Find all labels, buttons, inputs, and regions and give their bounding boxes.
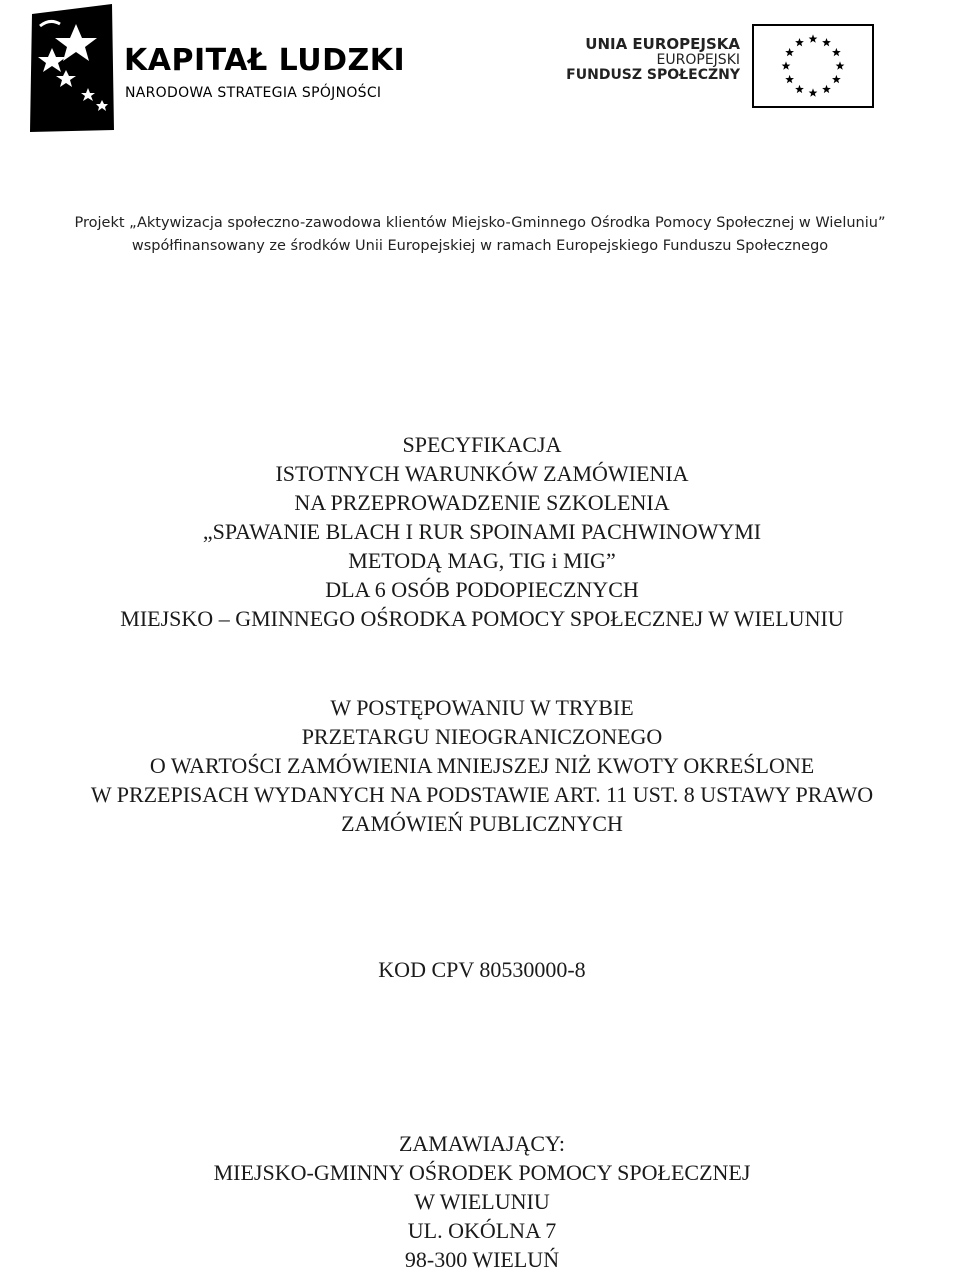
specification-line: DLA 6 OSÓB PODOPIECZNYCH bbox=[325, 577, 639, 602]
specification-line: SPECYFIKACJA bbox=[402, 432, 562, 457]
eu-star-icon bbox=[785, 75, 794, 83]
contracting-authority bbox=[0, 1129, 960, 1274]
procedure-line: ZAMÓWIEŃ PUBLICZNYCH bbox=[341, 811, 623, 836]
eu-star-icon bbox=[822, 38, 831, 46]
buyer-line: 98-300 WIELUŃ bbox=[404, 1247, 560, 1272]
kapital-ludzki-title: KAPITAŁ LUDZKI bbox=[124, 43, 406, 78]
eu-logo-line1: UNIA EUROPEJSKA bbox=[585, 35, 740, 53]
specification-line: MIEJSKO – GMINNEGO OŚRODKA POMOCY SPOŁECZNEJ W WIELUNIU bbox=[120, 606, 844, 631]
eu-star-icon bbox=[795, 85, 804, 93]
specification-line: METODĄ MAG, TIG i MIG” bbox=[348, 548, 616, 573]
procedure-line: W POSTĘPOWANIU W TRYBIE bbox=[330, 695, 634, 720]
eu-star-icon bbox=[785, 48, 794, 56]
procedure-line: PRZETARGU NIEOGRANICZONEGO bbox=[301, 724, 663, 749]
eu-star-icon bbox=[809, 88, 818, 96]
specification-line: NA PRZEPROWADZENIE SZKOLENIA bbox=[294, 490, 670, 515]
procedure-line: W PRZEPISACH WYDANYCH NA PODSTAWIE ART. 11 UST. 8 USTAWY PRAWO bbox=[90, 782, 874, 807]
eu-star-icon bbox=[832, 48, 841, 56]
buyer-line: MIEJSKO-GMINNY OŚRODEK POMOCY SPOŁECZNEJ bbox=[213, 1160, 751, 1185]
eu-star-icon bbox=[809, 34, 818, 42]
specification-line: ISTOTNYCH WARUNKÓW ZAMÓWIENIA bbox=[275, 461, 689, 486]
eu-star-icon bbox=[836, 61, 845, 69]
eu-star-icon bbox=[795, 38, 804, 46]
eu-social-fund-logo bbox=[566, 24, 876, 112]
project-info bbox=[0, 212, 960, 258]
eu-logo-text bbox=[566, 36, 740, 84]
specification-title bbox=[0, 430, 960, 633]
buyer-line: UL. OKÓLNA 7 bbox=[407, 1218, 557, 1243]
project-line-1: Projekt „Aktywizacja społeczno-zawodowa klientów Miejsko-Gminnego Ośrodka Pomocy Społecznej w Wieluniu” bbox=[74, 215, 886, 231]
eu-flag-icon bbox=[752, 24, 874, 108]
eu-star-icon bbox=[832, 75, 841, 83]
kapital-ludzki-subtitle: NARODOWA STRATEGIA SPÓJNOŚCI bbox=[125, 85, 382, 101]
eu-logo-line3: FUNDUSZ SPOŁECZNY bbox=[566, 67, 740, 84]
buyer-line: ZAMAWIAJĄCY: bbox=[398, 1131, 566, 1156]
eu-logo-line2: EUROPEJSKI bbox=[656, 51, 740, 68]
project-line-2: współfinansowany ze środków Unii Europejskiej w ramach Europejskiego Funduszu Społecznego bbox=[131, 238, 829, 254]
kapital-ludzki-emblem-icon bbox=[26, 4, 118, 132]
buyer-line: W WIELUNIU bbox=[414, 1189, 550, 1214]
cpv-code-label: KOD CPV 80530000-8 bbox=[378, 957, 586, 982]
procedure-description bbox=[0, 693, 960, 838]
eu-star-icon bbox=[822, 85, 831, 93]
specification-line: „SPAWANIE BLACH I RUR SPOINAMI PACHWINOWYMI bbox=[202, 519, 762, 544]
kapital-ludzki-logo bbox=[26, 4, 426, 132]
cpv-code bbox=[0, 955, 960, 984]
eu-star-icon bbox=[782, 61, 791, 69]
procedure-line: O WARTOŚCI ZAMÓWIENIA MNIEJSZEJ NIŻ KWOTY OKREŚLONE bbox=[149, 753, 815, 778]
